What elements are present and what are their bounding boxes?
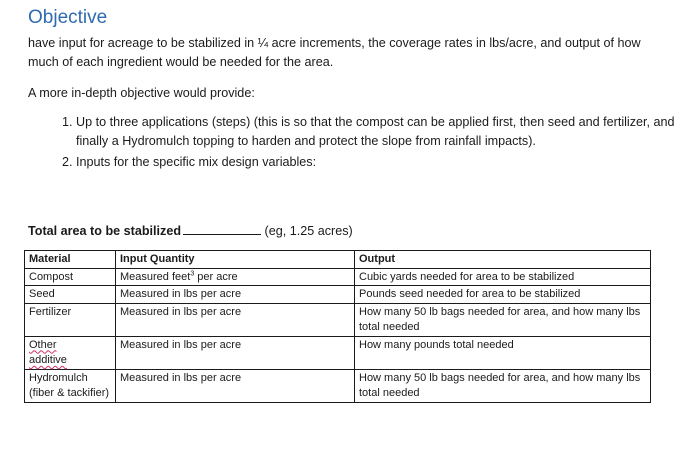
cell-material: Fertilizer <box>25 303 116 336</box>
cell-material: Compost <box>25 268 116 286</box>
material-line-2: additive <box>29 354 67 366</box>
header-input: Input Quantity <box>116 251 355 269</box>
cell-material <box>25 336 116 369</box>
header-output: Output <box>355 251 651 269</box>
cell-output: How many 50 lb bags needed for area, and how many lbs total needed <box>355 369 651 402</box>
cell-input: Measured in lbs per acre <box>116 286 355 304</box>
input-suffix: per acre <box>194 270 238 283</box>
table-row <box>25 369 651 402</box>
area-line <box>28 221 353 241</box>
input-superscript: 3 <box>190 269 195 277</box>
list-item: 2. Inputs for the specific mix design variables: <box>76 153 676 172</box>
cell-material: Hydromulch (fiber & tackifier) <box>25 369 116 402</box>
cell-input <box>116 268 355 286</box>
header-material: Material <box>25 251 116 269</box>
input-prefix: Measured feet <box>120 270 191 283</box>
area-blank-field <box>183 221 261 235</box>
steps-list <box>50 113 676 174</box>
area-label: Total area to be stabilized <box>28 224 182 238</box>
cell-output: How many pounds total needed <box>355 336 651 369</box>
material-line-1: Other <box>29 338 57 351</box>
list-item: 1. Up to three applications (steps) (this is so that the compost can be applied first, then seed and fertilizer, and finally a Hydromulch topping to harden and protect the slope from rainfall impacts). <box>76 113 676 151</box>
table-row <box>25 336 651 369</box>
intro-paragraph: have input for acreage to be stabilized in ¼ acre increments, the coverage rates in lbs/acre, and output of how much of each ingredient would be needed for the area. <box>28 36 641 69</box>
cell-input: Measured in lbs per acre <box>116 336 355 369</box>
table-row <box>25 286 651 304</box>
area-example: (eg, 1.25 acres) <box>264 224 353 238</box>
cell-output: How many 50 lb bags needed for area, and how many lbs total needed <box>355 303 651 336</box>
lead-paragraph: A more in-depth objective would provide: <box>28 86 255 100</box>
page-title: Objective <box>28 7 108 28</box>
cell-material: Seed <box>25 286 116 304</box>
cell-input: Measured in lbs per acre <box>116 303 355 336</box>
table-row <box>25 303 651 336</box>
mix-design-table <box>24 250 651 403</box>
cell-output: Pounds seed needed for area to be stabilized <box>355 286 651 304</box>
cell-output: Cubic yards needed for area to be stabilized <box>355 268 651 286</box>
cell-input: Measured in lbs per acre <box>116 369 355 402</box>
table-header-row <box>25 251 651 269</box>
table-row <box>25 268 651 286</box>
